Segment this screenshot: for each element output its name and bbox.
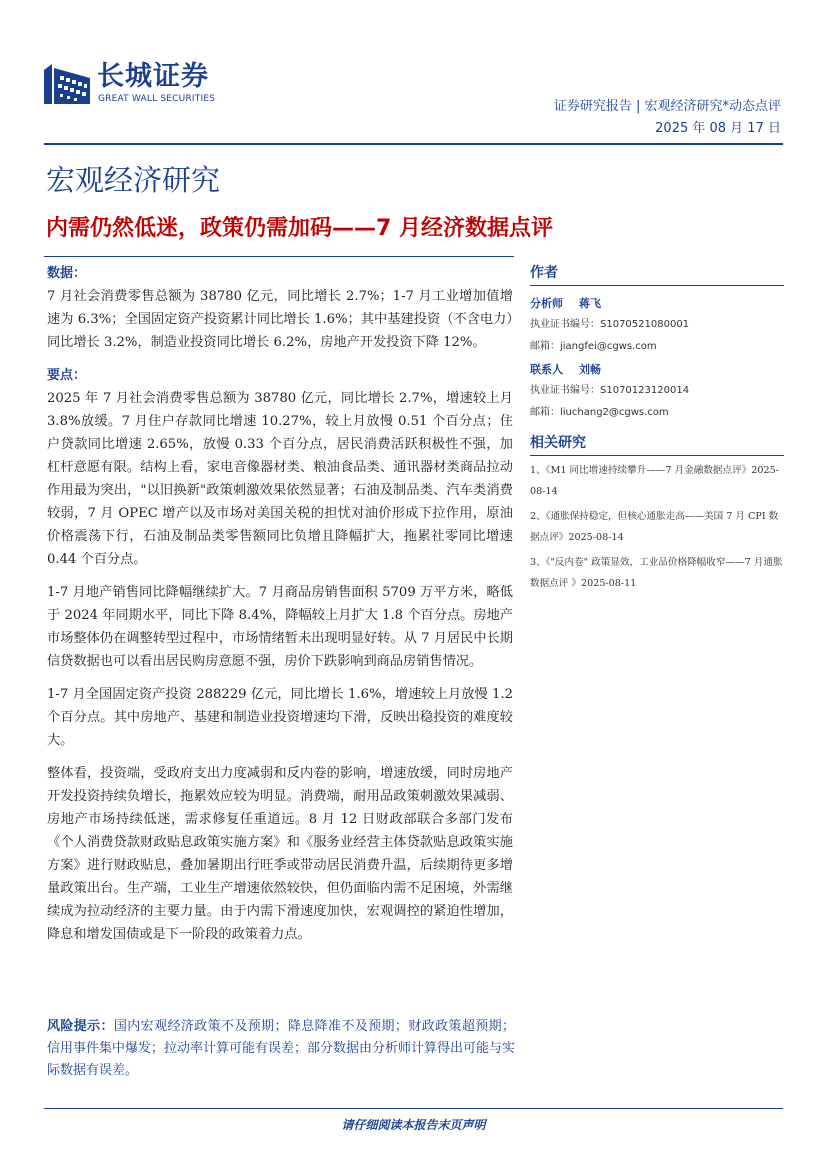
analyst-email[interactable]: 邮箱：jiangfei@cgws.com (530, 341, 657, 352)
header-divider (44, 143, 783, 145)
report-category: 宏观经济研究 (46, 163, 221, 197)
points-paragraph-4: 整体看，投资端，受政府支出力度减弱和反内卷的影响，增速放缓，同时房地产开发投资持续负增长，拖累效应较为明显。消费端，耐用品政策刺激效果减弱、房地产市场持续低迷，需求修复任重道远。8 月 12 日财政部联合多部门发布《个人消费贷款财政贴息政策实施方案》和《服务业经营主体贷款贴息政策实施方案》进行财政贴息，叠加暑期出行旺季或带动居民消费升温，后续期待更多增量政策出台。生产端，工业生产增速依然较快，但仍面临内需不足困境，外需继续成为拉动经济的主要力量。由于内需下滑速度加快，宏观调控的紧迫性增加，降息和增发国债或是下一阶段的政策着力点。 (47, 766, 513, 942)
authors-title: 作者 (530, 262, 784, 286)
report-date: 2025 年 08 月 17 日 (655, 121, 781, 136)
data-paragraph: 7 月社会消费零售总额为 38780 亿元，同比增长 2.7%；1-7 月工业增加值增速为 6.3%；全国固定资产投资累计同比增长 1.6%；其中基建投资（不含电力）同比增长 3.2%，制造业投资同比增长 6.2%，房地产开发投资下降 12%。 (47, 289, 513, 350)
data-section-title: 数据： (47, 266, 87, 281)
report-headline: 内需仍然低迷，政策仍需加码——7 月经济数据点评 (46, 216, 553, 241)
risk-warning (47, 1016, 515, 1082)
points-section-title: 要点： (47, 368, 87, 383)
contact-line (530, 360, 784, 380)
analyst-name: 蒋飞 (579, 297, 601, 310)
footer-disclaimer: 请仔细阅读本报告末页声明 (341, 1118, 486, 1132)
analyst-cert: 执业证书编号：S1070521080001 (530, 319, 690, 330)
related-item-2[interactable]: 2、《通胀保持稳定，但核心通胀走高——美国 7 月 CPI 数据点评》2025-08-14 (530, 511, 779, 543)
related-item-3[interactable]: 3、《"反内卷" 政策显效，工业品价格降幅收窄——7 月通胀数据点评 》2025-08-11 (530, 557, 783, 589)
contact-name: 刘畅 (579, 363, 601, 376)
risk-text: 国内宏观经济政策不及预期；降息降准不及预期；财政政策超预期；信用事件集中爆发；拉动率计算可能有误差；部分数据由分析师计算得出可能与实际数据有误差。 (47, 1019, 516, 1078)
logo-english-name: GREAT WALL SECURITIES (98, 94, 216, 104)
related-title: 相关研究 (530, 432, 784, 456)
points-paragraph-1: 2025 年 7 月社会消费零售总额为 38780 亿元，同比增长 2.7%，增速较上月 3.8%放缓。7 月住户存款同比增速 10.27%，较上月放慢 0.51 个百分点；住户贷款同比增速 2.65%，放慢 0.33 个百分点，居民消费活跃积极性不强，加杠杆意愿有限。结构上看，家电音像器材类、粮油食品类、通讯器材类商品拉动作用最为突出，"以旧换新"政策刺激效果依然显著；石油及制品类、汽车类消费较弱，7 月 OPEC 增产以及市场对美国关税的担忧对油价形成下拉作用，原油价格震荡下行，石油及制品类零售额同比负增且降幅扩大，拖累社零同比增速 0.44 个百分点。 (47, 391, 513, 567)
points-paragraph-3: 1-7 月全国固定资产投资 288229 亿元，同比增长 1.6%，增速较上月放慢 1.2 个百分点。其中房地产、基建和制造业投资增速均下滑，反映出稳投资的难度较大。 (47, 687, 513, 748)
headline-divider (44, 256, 514, 257)
related-item-1[interactable]: 1、《M1 同比增速持续攀升——7 月金融数据点评》2025-08-14 (530, 465, 779, 497)
contact-role: 联系人 (530, 363, 563, 376)
company-logo-icon (44, 64, 90, 104)
logo-chinese-name: 长城证券 (97, 61, 209, 92)
footer-divider (44, 1108, 783, 1109)
points-paragraph-2: 1-7 月地产销售同比降幅继续扩大。7 月商品房销售面积 5709 万平方米，略低于 2024 年同期水平，同比下降 8.4%，降幅较上月扩大 1.8 个百分点。房地产市场整体仍在调整转型过程中，市场情绪暂未出现明显好转。从 7 月居民中长期信贷数据也可以看出居民购房意愿不强，房价下跌影响到商品房销售情况。 (47, 585, 513, 669)
report-meta (554, 96, 781, 140)
analyst-role: 分析师 (530, 297, 563, 310)
analyst-line (530, 294, 784, 314)
main-content (47, 262, 513, 946)
contact-email[interactable]: 邮箱：liuchang2@cgws.com (530, 407, 669, 418)
sidebar (530, 262, 784, 594)
risk-label: 风险提示： (47, 1019, 114, 1034)
report-type: 证券研究报告 | 宏观经济研究*动态点评 (553, 99, 781, 114)
contact-cert: 执业证书编号：S1070123120014 (530, 385, 690, 396)
